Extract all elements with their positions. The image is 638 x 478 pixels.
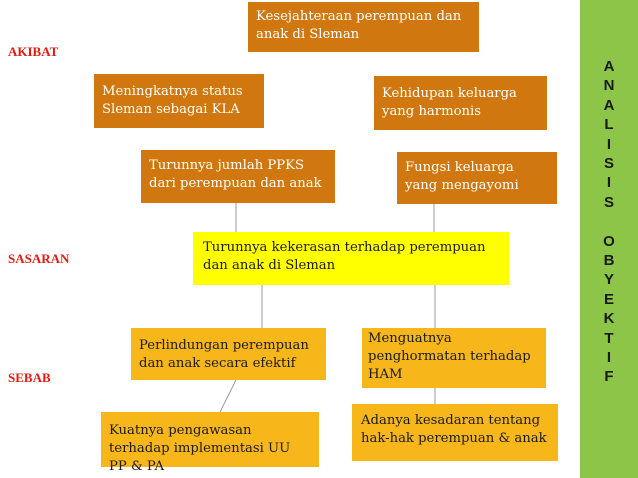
box-ppks: Turunnya jumlah PPKS dari perempuan dan anak xyxy=(141,150,335,203)
side-letter: E xyxy=(603,290,614,308)
box-kesejahteraan: Kesejahteraan perempuan dan anak di Sleman xyxy=(248,2,479,52)
box-keluarga-harmonis: Kehidupan keluarga yang harmonis xyxy=(374,76,547,130)
side-label-analisis-obyektif xyxy=(580,57,638,387)
side-letter: A xyxy=(603,58,615,75)
level-label-akibat: AKIBAT xyxy=(8,44,59,59)
side-letter: B xyxy=(603,252,615,270)
box-pengawasan: Kuatnya pengawasan terhadap implementasi UU PP & PA xyxy=(101,412,319,467)
side-letter: Y xyxy=(603,271,614,289)
box-penghormatan-ham: Menguatnya penghormatan terhadap HAM xyxy=(362,328,546,388)
side-letter: A xyxy=(603,96,615,114)
side-letter: I xyxy=(606,349,612,367)
side-letter-spacer xyxy=(580,212,638,231)
side-letter: F xyxy=(604,368,614,386)
side-letter: I xyxy=(606,135,612,153)
box-target-kekerasan: Turunnya kekerasan terhadap perempuan dan anak di Sleman xyxy=(193,232,509,285)
side-letter: K xyxy=(603,310,615,328)
side-letter: L xyxy=(604,116,614,134)
box-keluarga-mengayomi: Fungsi keluarga yang mengayomi xyxy=(397,152,557,204)
side-letter: T xyxy=(604,329,614,347)
box-status-kla: Meningkatnya status Sleman sebagai KLA xyxy=(94,74,264,128)
side-panel xyxy=(580,0,638,478)
box-kesadaran: Adanya kesadaran tentang hak-hak perempuan & anak xyxy=(352,404,558,461)
side-letter: S xyxy=(603,155,614,173)
connector-perlindungan-pengawasan xyxy=(220,380,236,412)
level-label-sebab: SEBAB xyxy=(8,370,51,385)
level-label-sasaran: SASARAN xyxy=(8,251,70,266)
side-letter: S xyxy=(603,193,614,211)
side-letter: N xyxy=(603,77,615,95)
box-perlindungan: Perlindungan perempuan dan anak secara efektif xyxy=(131,328,326,380)
side-letter: O xyxy=(603,232,615,250)
side-letter: I xyxy=(606,174,612,192)
